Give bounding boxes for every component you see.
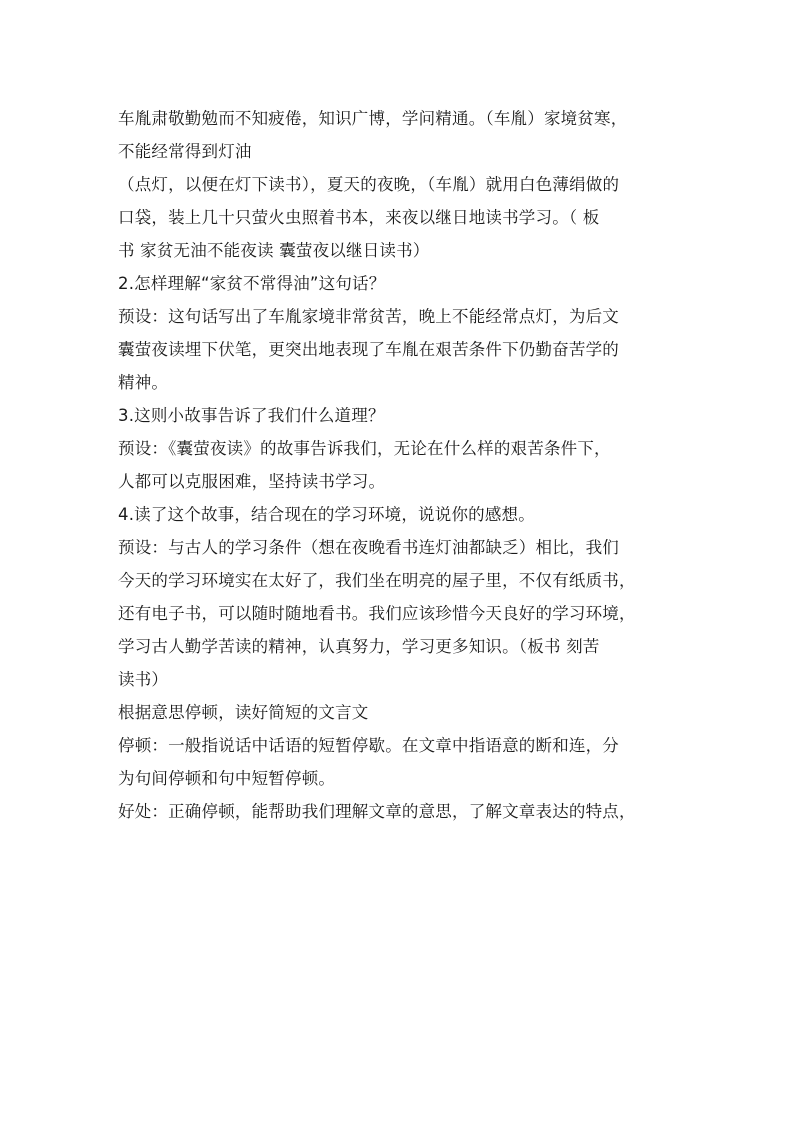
answer-2-line-3: 精神。 (118, 373, 169, 392)
answer-2-line-1: 预设：这句话写出了车胤家境非常贫苦，晚上不能经常点灯，为后文 (118, 307, 619, 326)
answer-4-line-2: 今天的学习环境实在太好了，我们坐在明亮的屋子里，不仅有纸质书， (118, 571, 636, 590)
answer-4-line-5: 读书） (118, 670, 169, 689)
section-heading: 根据意思停顿，读好简短的文言文 (118, 703, 369, 722)
answer-4-line-3: 还有电子书，可以随时随地看书。我们应该珍惜今天良好的学习环境， (118, 604, 636, 623)
answer-4-line-1: 预设：与古人的学习条件（想在夜晚看书连灯油都缺乏）相比，我们 (118, 538, 619, 557)
answer-2-line-2: 囊萤夜读埋下伏笔，更突出地表现了车胤在艰苦条件下仍勤奋苦学的 (118, 340, 619, 359)
benefit-line-1: 好处：正确停顿，能帮助我们理解文章的意思，了解文章表达的特点， (118, 802, 636, 821)
text-line-1: 车胤肃敬勤勉而不知疲倦，知识广博，学问精通。（车胤）家境贫寒， (118, 109, 628, 128)
answer-3-line-2: 人都可以克服困难，坚持读书学习。 (118, 472, 386, 491)
text-line-2: 不能经常得到灯油 (118, 142, 252, 161)
question-2: 2.怎样理解“家贫不常得油”这句话？ (118, 274, 386, 293)
text-line-5: 书 家贫无油不能夜读 囊萤夜以继日读书） (118, 241, 430, 260)
answer-3-line-1: 预设：《囊萤夜读》的故事告诉我们，无论在什么样的艰苦条件下， (118, 439, 611, 458)
text-line-4: 口袋，装上几十只萤火虫照着书本，来夜以继日地读书学习。（ 板 (118, 208, 600, 227)
document-body (118, 102, 690, 828)
pause-definition-line-2: 为句间停顿和句中短暂停顿。 (118, 769, 336, 788)
text-line-3: （点灯，以便在灯下读书），夏天的夜晚，（车胤）就用白色薄绢做的 (118, 175, 620, 194)
pause-definition-line-1: 停顿：一般指说话中话语的短暂停歇。在文章中指语意的断和连，分 (118, 736, 619, 755)
question-4: 4.读了这个故事，结合现在的学习环境，说说你的感想。 (118, 505, 535, 524)
answer-4-line-4: 学习古人勤学苦读的精神，认真努力，学习更多知识。（板书 刻苦 (118, 637, 600, 656)
question-3: 3.这则小故事告诉了我们什么道理？ (118, 406, 385, 425)
